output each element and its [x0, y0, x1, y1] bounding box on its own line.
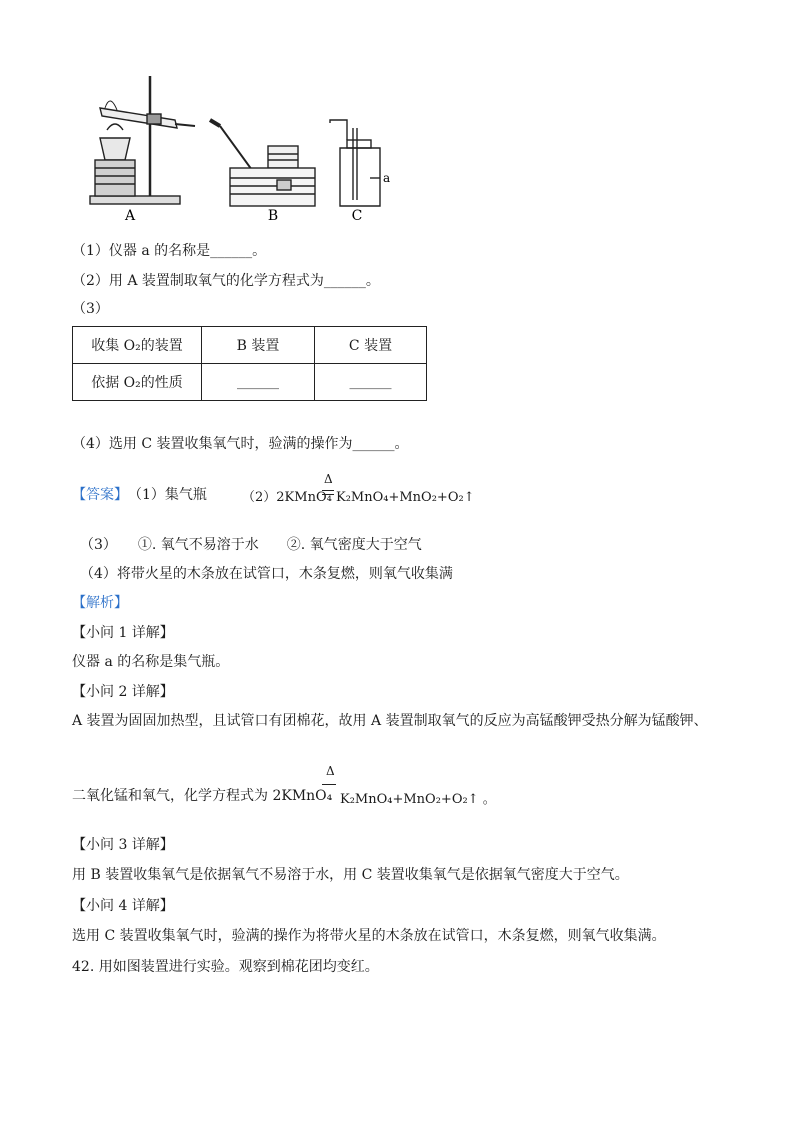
answer-tag: 【答案】 [72, 487, 128, 503]
answer-2-products: K₂MnO₄+MnO₂+O₂↑ [336, 490, 475, 505]
question-3: （3） [72, 301, 109, 317]
analysis-equation-arrow [322, 784, 336, 785]
apparatus-a [90, 76, 195, 204]
answer-2-condition: Δ [324, 472, 333, 486]
answer-2-equals [322, 490, 334, 495]
label-a-figure: A [124, 208, 136, 224]
question-2: （2）用 A 装置制取氧气的化学方程式为______。 [72, 273, 380, 289]
apparatus-c [330, 120, 380, 206]
analysis-heading-2: 【小问 2 详解】 [72, 684, 174, 700]
apparatus-b [210, 120, 315, 206]
analysis-para-2b: 二氧化锰和氧气，化学方程式为 2KMnO₄ [72, 788, 333, 804]
analysis-para-4: 选用 C 装置收集氧气时，验满的操作为将带火星的木条放在试管口，木条复燃，则氧气收集满。 [72, 928, 666, 944]
analysis-heading-1: 【小问 1 详解】 [72, 625, 174, 641]
analysis-para-3: 用 B 装置收集氧气是依据氧气不易溶于水，用 C 装置收集氧气是依据氧气密度大于空气。 [72, 867, 629, 883]
table-cell: C 装置 [315, 327, 427, 364]
table-cell: 收集 O₂的装置 [73, 327, 202, 364]
properties-table [72, 326, 427, 401]
analysis-para-1: 仪器 a 的名称是集气瓶。 [72, 654, 230, 670]
analysis-equation-condition: Δ [326, 764, 335, 778]
analysis-heading-3: 【小问 3 详解】 [72, 837, 174, 853]
answer-1: （1）集气瓶 [128, 487, 207, 503]
table-cell: ______ [202, 364, 315, 401]
label-c-figure: C [351, 208, 363, 224]
apparatus-figure [85, 68, 415, 228]
question-1: （1）仪器 a 的名称是______。 [72, 243, 267, 259]
label-b-figure: B [267, 208, 279, 224]
next-question: 42. 用如图装置进行实验。观察到棉花团均变红。 [72, 959, 379, 975]
analysis-heading-4: 【小问 4 详解】 [72, 898, 174, 914]
answer-3: （3） ①. 氧气不易溶于水 ②. 氧气密度大于空气 [80, 537, 422, 553]
label-instrument-a: a [383, 171, 391, 185]
table-cell: B 装置 [202, 327, 315, 364]
table-cell: ______ [315, 364, 427, 401]
table-row [73, 327, 427, 364]
question-4: （4）选用 C 装置收集氧气时，验满的操作为______。 [72, 436, 409, 452]
answer-2-reactant: （2）2KMnO₄ [242, 490, 332, 505]
analysis-tag: 【解析】 [72, 595, 128, 611]
analysis-equation-products: K₂MnO₄+MnO₂+O₂↑ 。 [340, 792, 496, 807]
table-row [73, 364, 427, 401]
answer-4: （4）将带火星的木条放在试管口，木条复燃，则氧气收集满 [80, 566, 453, 582]
analysis-para-2a: A 装置为固固加热型，且试管口有团棉花，故用 A 装置制取氧气的反应为高锰酸钾受热分解为锰酸钾、 [72, 713, 708, 729]
table-cell: 依据 O₂的性质 [73, 364, 202, 401]
